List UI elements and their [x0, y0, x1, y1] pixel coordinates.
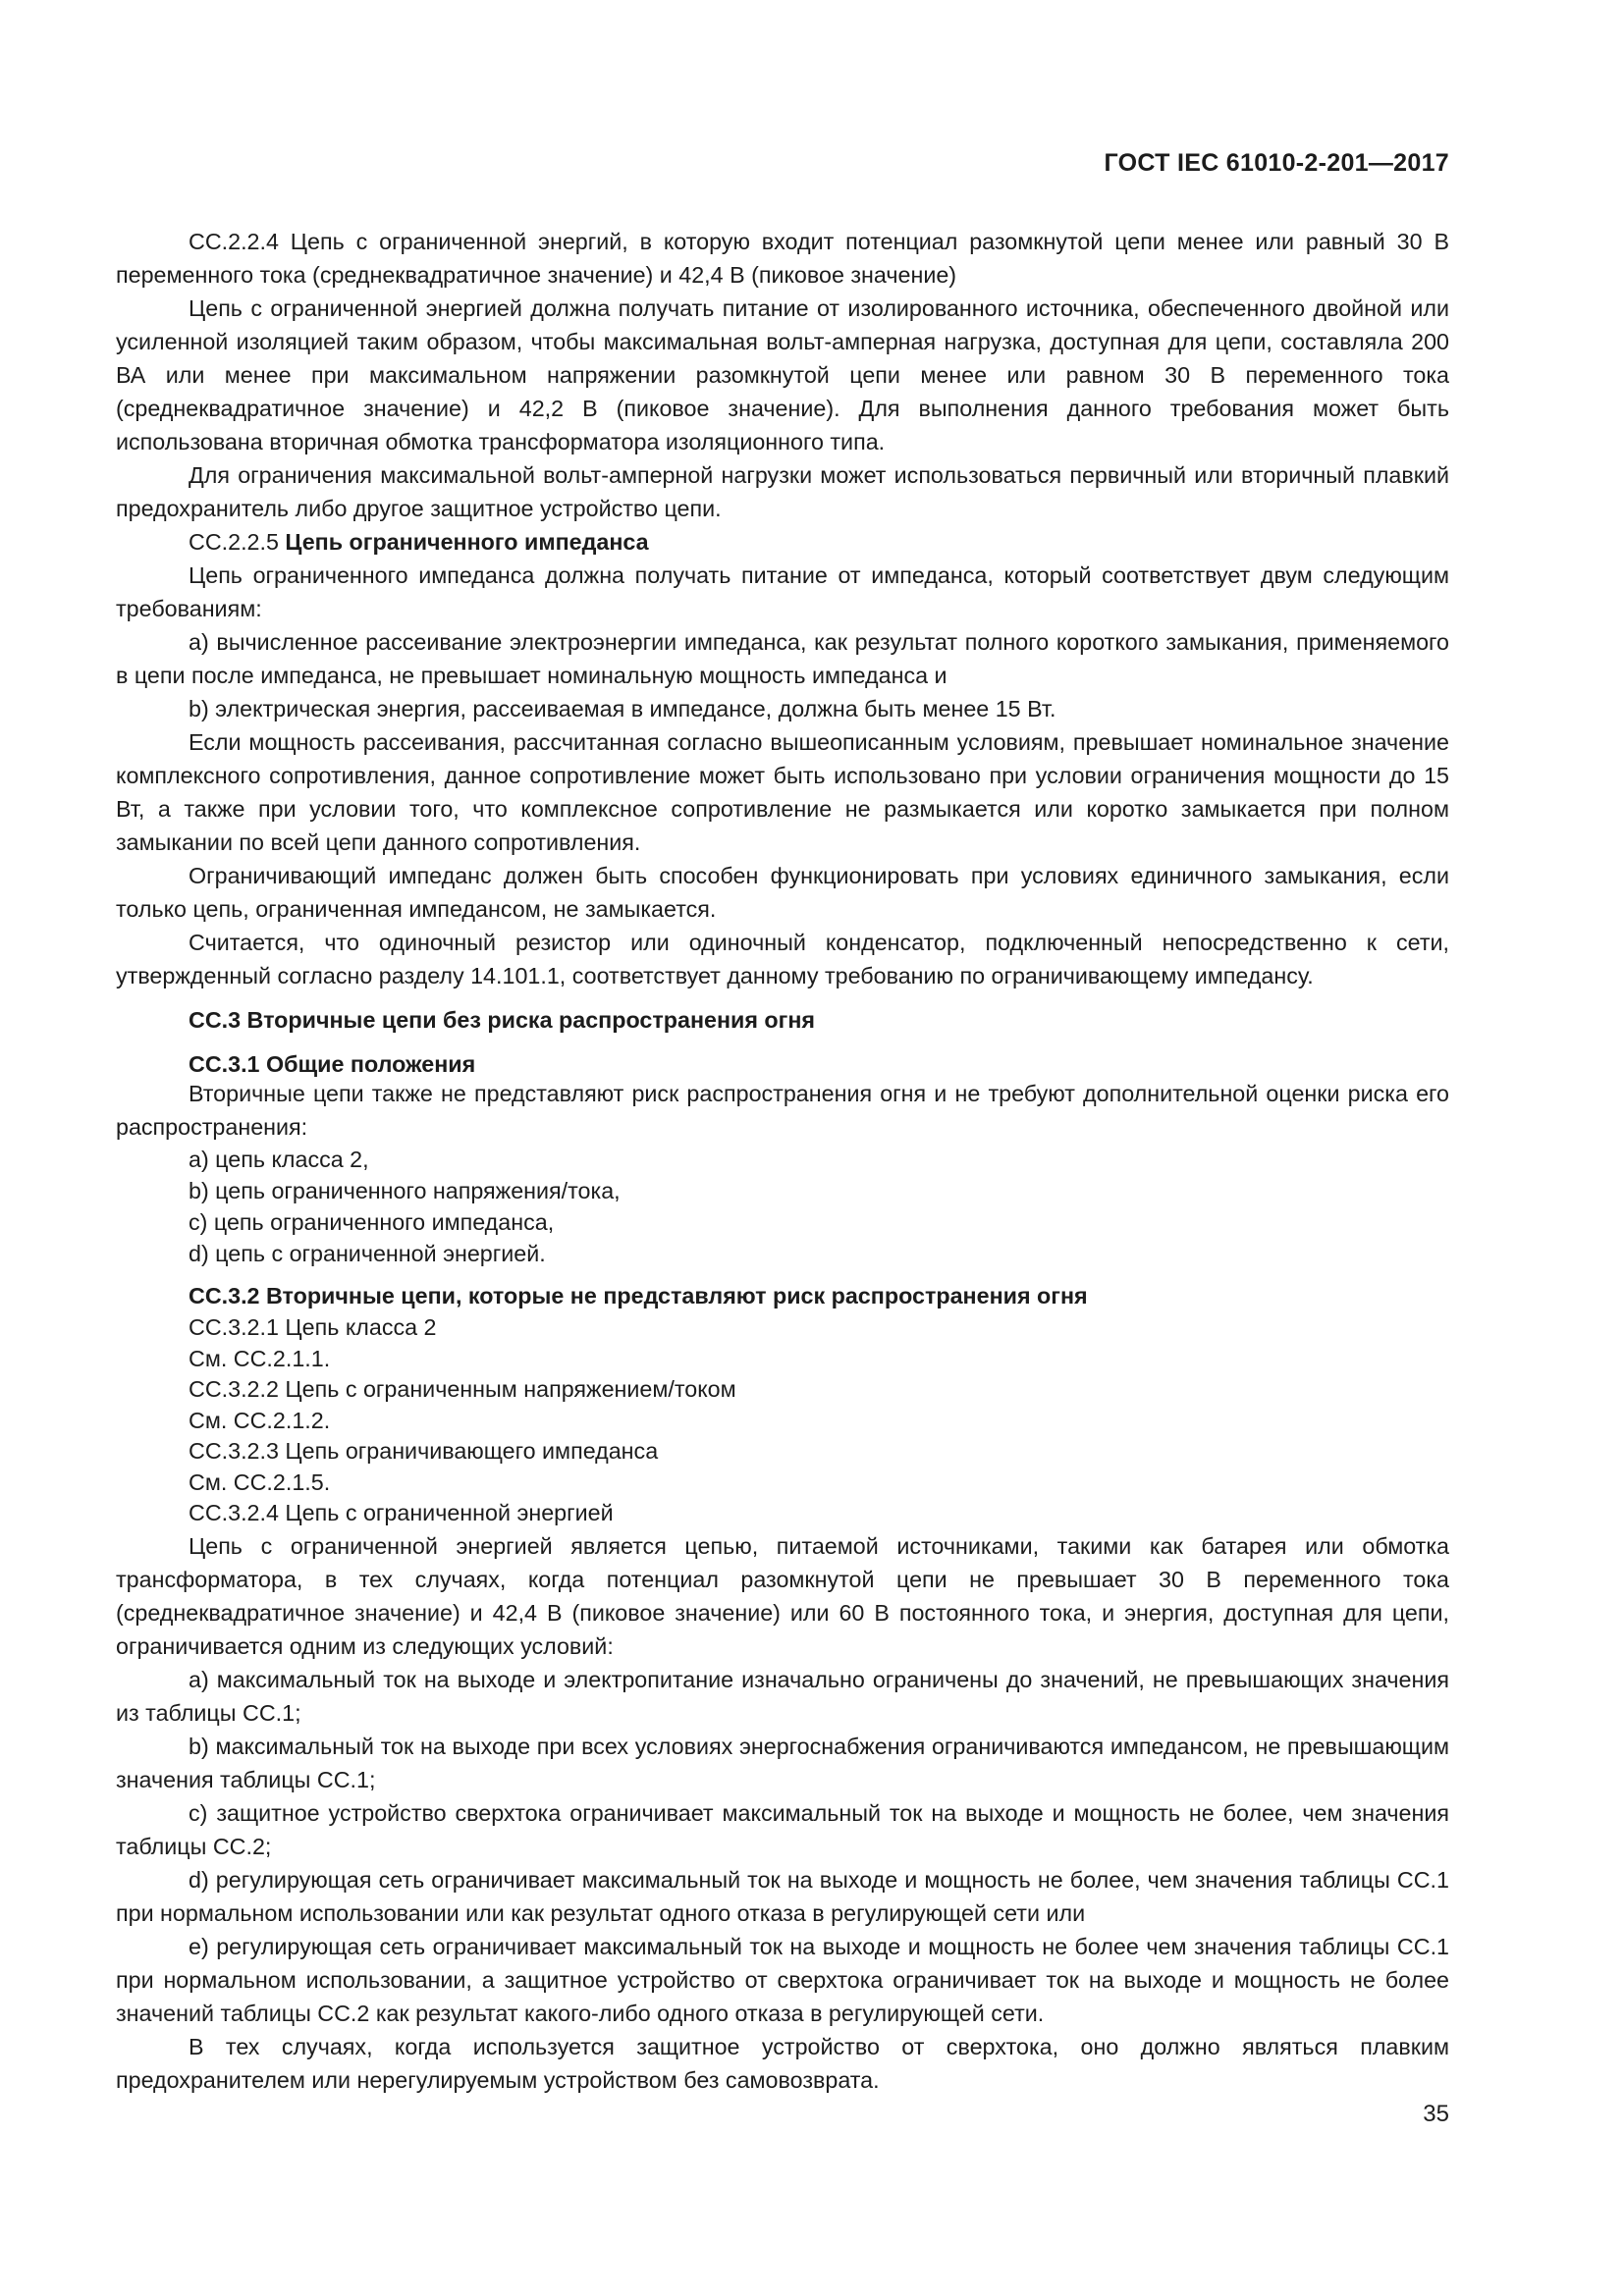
- paragraph: Вторичные цепи также не представляют риск распространения огня и не требуют дополнительной оценки риска его распространения:: [116, 1081, 1449, 1140]
- reference-line: См. СС.2.1.1.: [189, 1345, 331, 1371]
- subsection-heading: [116, 525, 1449, 559]
- paragraph: СС.2.2.4 Цепь с ограниченной энергий, в которую входит потенциал разомкнутой цепи менее или равный 30 В переменного тока (среднеквадратичное значение) и 42,4 В (пиковое значение): [116, 229, 1449, 288]
- list-item: a) максимальный ток на выходе и электропитание изначально ограничены до значений, не превышающих значения из таблицы СС.1;: [116, 1666, 1449, 1726]
- section-heading: [116, 1003, 1449, 1037]
- paragraph: Если мощность рассеивания, рассчитанная согласно вышеописанным условиям, превышает номинальное значение комплексного сопротивления, данное сопротивление может быть использовано при условии ограничения мощности до 15 Вт, а также при условии того, что комплексное сопротивление не размыкается или коротко замыкается при полном замыкании по всей цепи данного сопротивления.: [116, 729, 1449, 855]
- list-item: c) цепь ограниченного импеданса,: [189, 1209, 555, 1235]
- list-item: b) цепь ограниченного напряжения/тока,: [189, 1178, 621, 1203]
- paragraph: Цепь ограниченного импеданса должна получать питание от импеданса, который соответствует двум следующим требованиям:: [116, 562, 1449, 621]
- section-heading: [116, 1279, 1449, 1312]
- reference-line: См. СС.2.1.5.: [189, 1468, 331, 1495]
- paragraph: Для ограничения максимальной вольт-амперной нагрузки может использоваться первичный или вторичный плавкий предохранитель либо другое защитное устройство цепи.: [116, 462, 1449, 521]
- paragraph: Цепь с ограниченной энергией должна получать питание от изолированного источника, обеспеченного двойной или усиленной изоляцией таким образом, чтобы максимальная вольт-амперная нагрузка, доступная для цепи, составляла 200 ВА или менее при максимальном напряжении разомкнутой цепи менее или равном 30 В переменного тока (среднеквадратичное значение) и 42,2 В (пиковое значение). Для выполнения данного требования может быть использована вторичная обмотка трансформатора изоляционного типа.: [116, 295, 1449, 454]
- list-item: b) максимальный ток на выходе при всех условиях энергоснабжения ограничиваются импедансом, не превышающим значения таблицы СС.1;: [116, 1733, 1449, 1792]
- list-item: a) вычисленное рассеивание электроэнергии импеданса, как результат полного короткого замыкания, применяемого в цепи после импеданса, не превышает номинальную мощность импеданса и: [116, 629, 1449, 688]
- page-body: [116, 225, 1449, 2097]
- section-heading: [116, 1047, 1449, 1081]
- reference-line: СС.3.2.3 Цепь ограничивающего импеданса: [189, 1438, 659, 1464]
- reference-line: СС.3.2.1 Цепь класса 2: [189, 1314, 437, 1340]
- list-item: d) цепь с ограниченной энергией.: [189, 1241, 546, 1266]
- section-title: СС.3 Вторичные цепи без риска распространения огня: [189, 1007, 816, 1033]
- list-item: c) защитное устройство сверхтока ограничивает максимальный ток на выходе и мощность не более, чем значения таблицы СС.2;: [116, 1799, 1449, 1859]
- paragraph: Цепь с ограниченной энергией является цепью, питаемой источниками, такими как батарея или обмотка трансформатора, в тех случаях, когда потенциал разомкнутой цепи не превышает 30 В переменного тока (среднеквадратичное значение) и 42,4 В (пиковое значение) или 60 В постоянного тока, и энергия, доступная для цепи, ограничивается одним из следующих условий:: [116, 1532, 1449, 1659]
- subsection-title: Цепь ограниченного импеданса: [285, 529, 649, 555]
- page-number: 35: [1423, 2101, 1449, 2127]
- paragraph: Ограничивающий импеданс должен быть способен функционировать при условиях единичного замыкания, если только цепь, ограниченная импедансом, не замыкается.: [116, 863, 1449, 922]
- list: [116, 1144, 1449, 1269]
- section-title: СС.3.1 Общие положения: [189, 1051, 476, 1077]
- paragraph: Считается, что одиночный резистор или одиночный конденсатор, подключенный непосредственно к сети, утвержденный согласно разделу 14.101.1, соответствует данному требованию по ограничивающему импедансу.: [116, 930, 1449, 988]
- reference-line: СС.3.2.4 Цепь с ограниченной энергией: [189, 1500, 614, 1525]
- reference-list: [116, 1312, 1449, 1529]
- list-item: b) электрическая энергия, рассеиваемая в импедансе, должна быть менее 15 Вт.: [189, 696, 1056, 721]
- list-item: d) регулирующая сеть ограничивает максимальный ток на выходе и мощность не более, чем значения таблицы СС.1 при нормальном использовании или как результат одного отказа в регулирующей сети или: [116, 1866, 1449, 1926]
- section-title: СС.3.2 Вторичные цепи, которые не представляют риск распространения огня: [189, 1283, 1088, 1308]
- paragraph: В тех случаях, когда используется защитное устройство от сверхтока, оно должно являться плавким предохранителем или нерегулируемым устройством без самовозврата.: [116, 2033, 1449, 2093]
- document-header: ГОСТ IEC 61010-2-201—2017: [1104, 149, 1449, 177]
- list-item: a) цепь класса 2,: [189, 1147, 369, 1172]
- list-item: e) регулирующая сеть ограничивает максимальный ток на выходе и мощность не более чем значения таблицы СС.1 при нормальном использовании, а защитное устройство от сверхтока ограничивает ток на выходе и мощность не более значений таблицы СС.2 как результат какого-либо одного отказа в регулирующей сети.: [116, 1933, 1449, 2026]
- reference-line: СС.3.2.2 Цепь с ограниченным напряжением/током: [189, 1376, 736, 1402]
- subsection-number: СС.2.2.5: [189, 529, 279, 555]
- reference-line: См. СС.2.1.2.: [189, 1407, 331, 1433]
